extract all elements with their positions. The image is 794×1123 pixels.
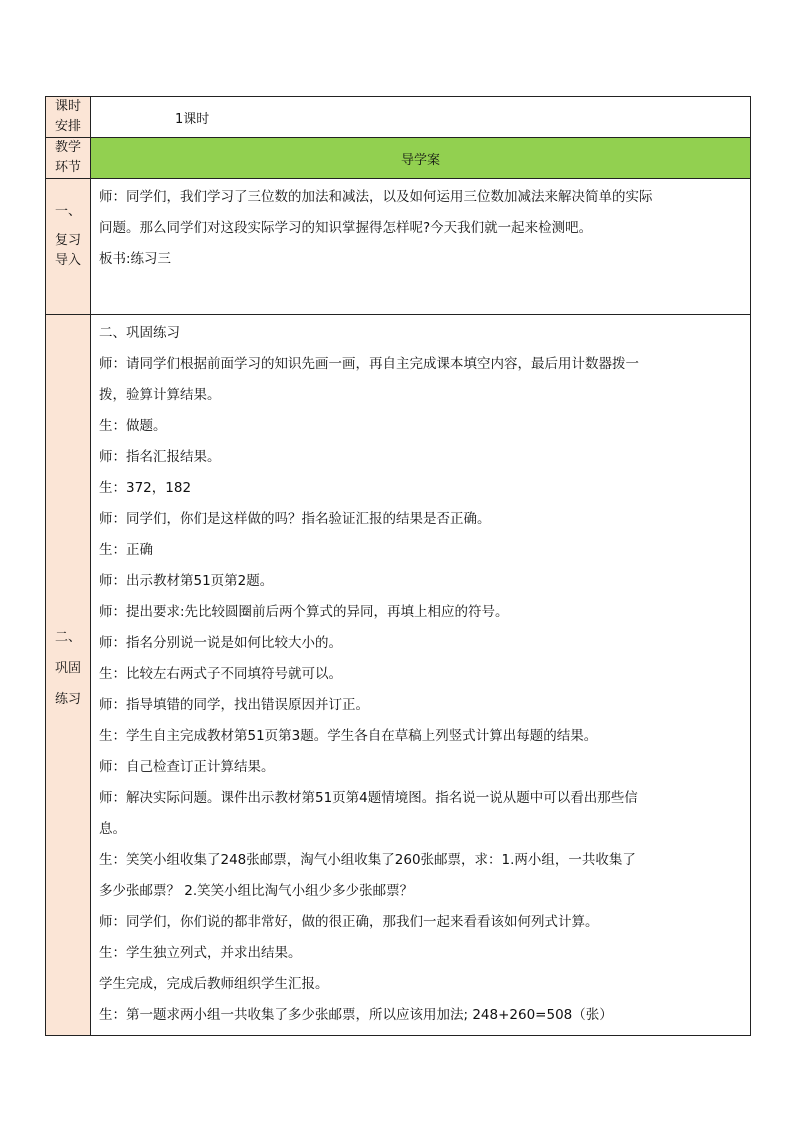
text-line: 拨，验算计算结果。 [99,387,221,403]
text-line: 生：笑笑小组收集了248张邮票，淘气小组收集了260张邮票，求：1.两小组，一共收集了 [99,852,636,868]
text-line: 师：解决实际问题。课件出示教材第51页第4题情境图。指名说一说从题中可以看出那些信 [99,790,638,806]
text-line: 多少张邮票？ 2.笑笑小组比淘气小组少多少张邮票？ [99,883,414,899]
text-line: 生：正确 [99,542,153,558]
text-line: 息。 [99,821,126,837]
text-line: 生：第一题求两小组一共收集了多少张邮票，所以应该用加法; 248+260=508（张） [99,1007,613,1023]
text-line: 师：出示教材第51页第2题。 [99,573,274,589]
text-line: 生：学生独立列式，并求出结果。 [99,945,302,961]
section-review-row [46,179,751,315]
section-practice-row [46,315,751,1036]
text-line: 师：自己检查订正计算结果。 [99,759,275,775]
section-review-label: 一、 复习 导入 [46,179,91,315]
class-hours-label: 课时 安排 [46,97,91,138]
text-line: 问题。那么同学们对这段实际学习的知识掌握得怎样呢?今天我们就一起来检测吧。 [99,220,593,236]
section-practice-label: 二、 巩固 练习 [46,315,91,1036]
text-line: 板书:练习三 [99,251,172,267]
text-line: 生：比较左右两式子不同填符号就可以。 [99,666,342,682]
guided-study-header: 导学案 [91,138,751,179]
text-line: 师：同学们，我们学习了三位数的加法和减法，以及如何运用三位数加减法来解决简单的实际 [99,189,653,205]
text-line: 师：指名分别说一说是如何比较大小的。 [99,635,342,651]
text-line: 生：做题。 [99,418,167,434]
text-line: 生：学生自主完成教材第51页第3题。学生各自在草稿上列竖式计算出每题的结果。 [99,728,598,744]
class-hours-value: 1课时 [91,97,751,138]
text-line: 师：请同学们根据前面学习的知识先画一画，再自主完成课本填空内容，最后用计数器拨一 [99,356,639,372]
teaching-stage-label: 教学 环节 [46,138,91,179]
section-review-content [91,179,751,315]
class-hours-row [46,97,751,138]
text-line: 学生完成，完成后教师组织学生汇报。 [99,976,329,992]
lesson-plan-table [45,96,751,1036]
section-practice-content [91,315,751,1036]
text-line: 师：指名汇报结果。 [99,449,221,465]
header-row [46,138,751,179]
text-line: 二、巩固练习 [99,325,180,341]
text-line: 师：提出要求:先比较圆圈前后两个算式的异同，再填上相应的符号。 [99,604,509,620]
text-line: 师：指导填错的同学，找出错误原因并订正。 [99,697,369,713]
text-line: 师：同学们，你们说的都非常好，做的很正确，那我们一起来看看该如何列式计算。 [99,914,599,930]
text-line: 生：372，182 [99,480,192,496]
text-line: 师：同学们，你们是这样做的吗？指名验证汇报的结果是否正确。 [99,511,491,527]
